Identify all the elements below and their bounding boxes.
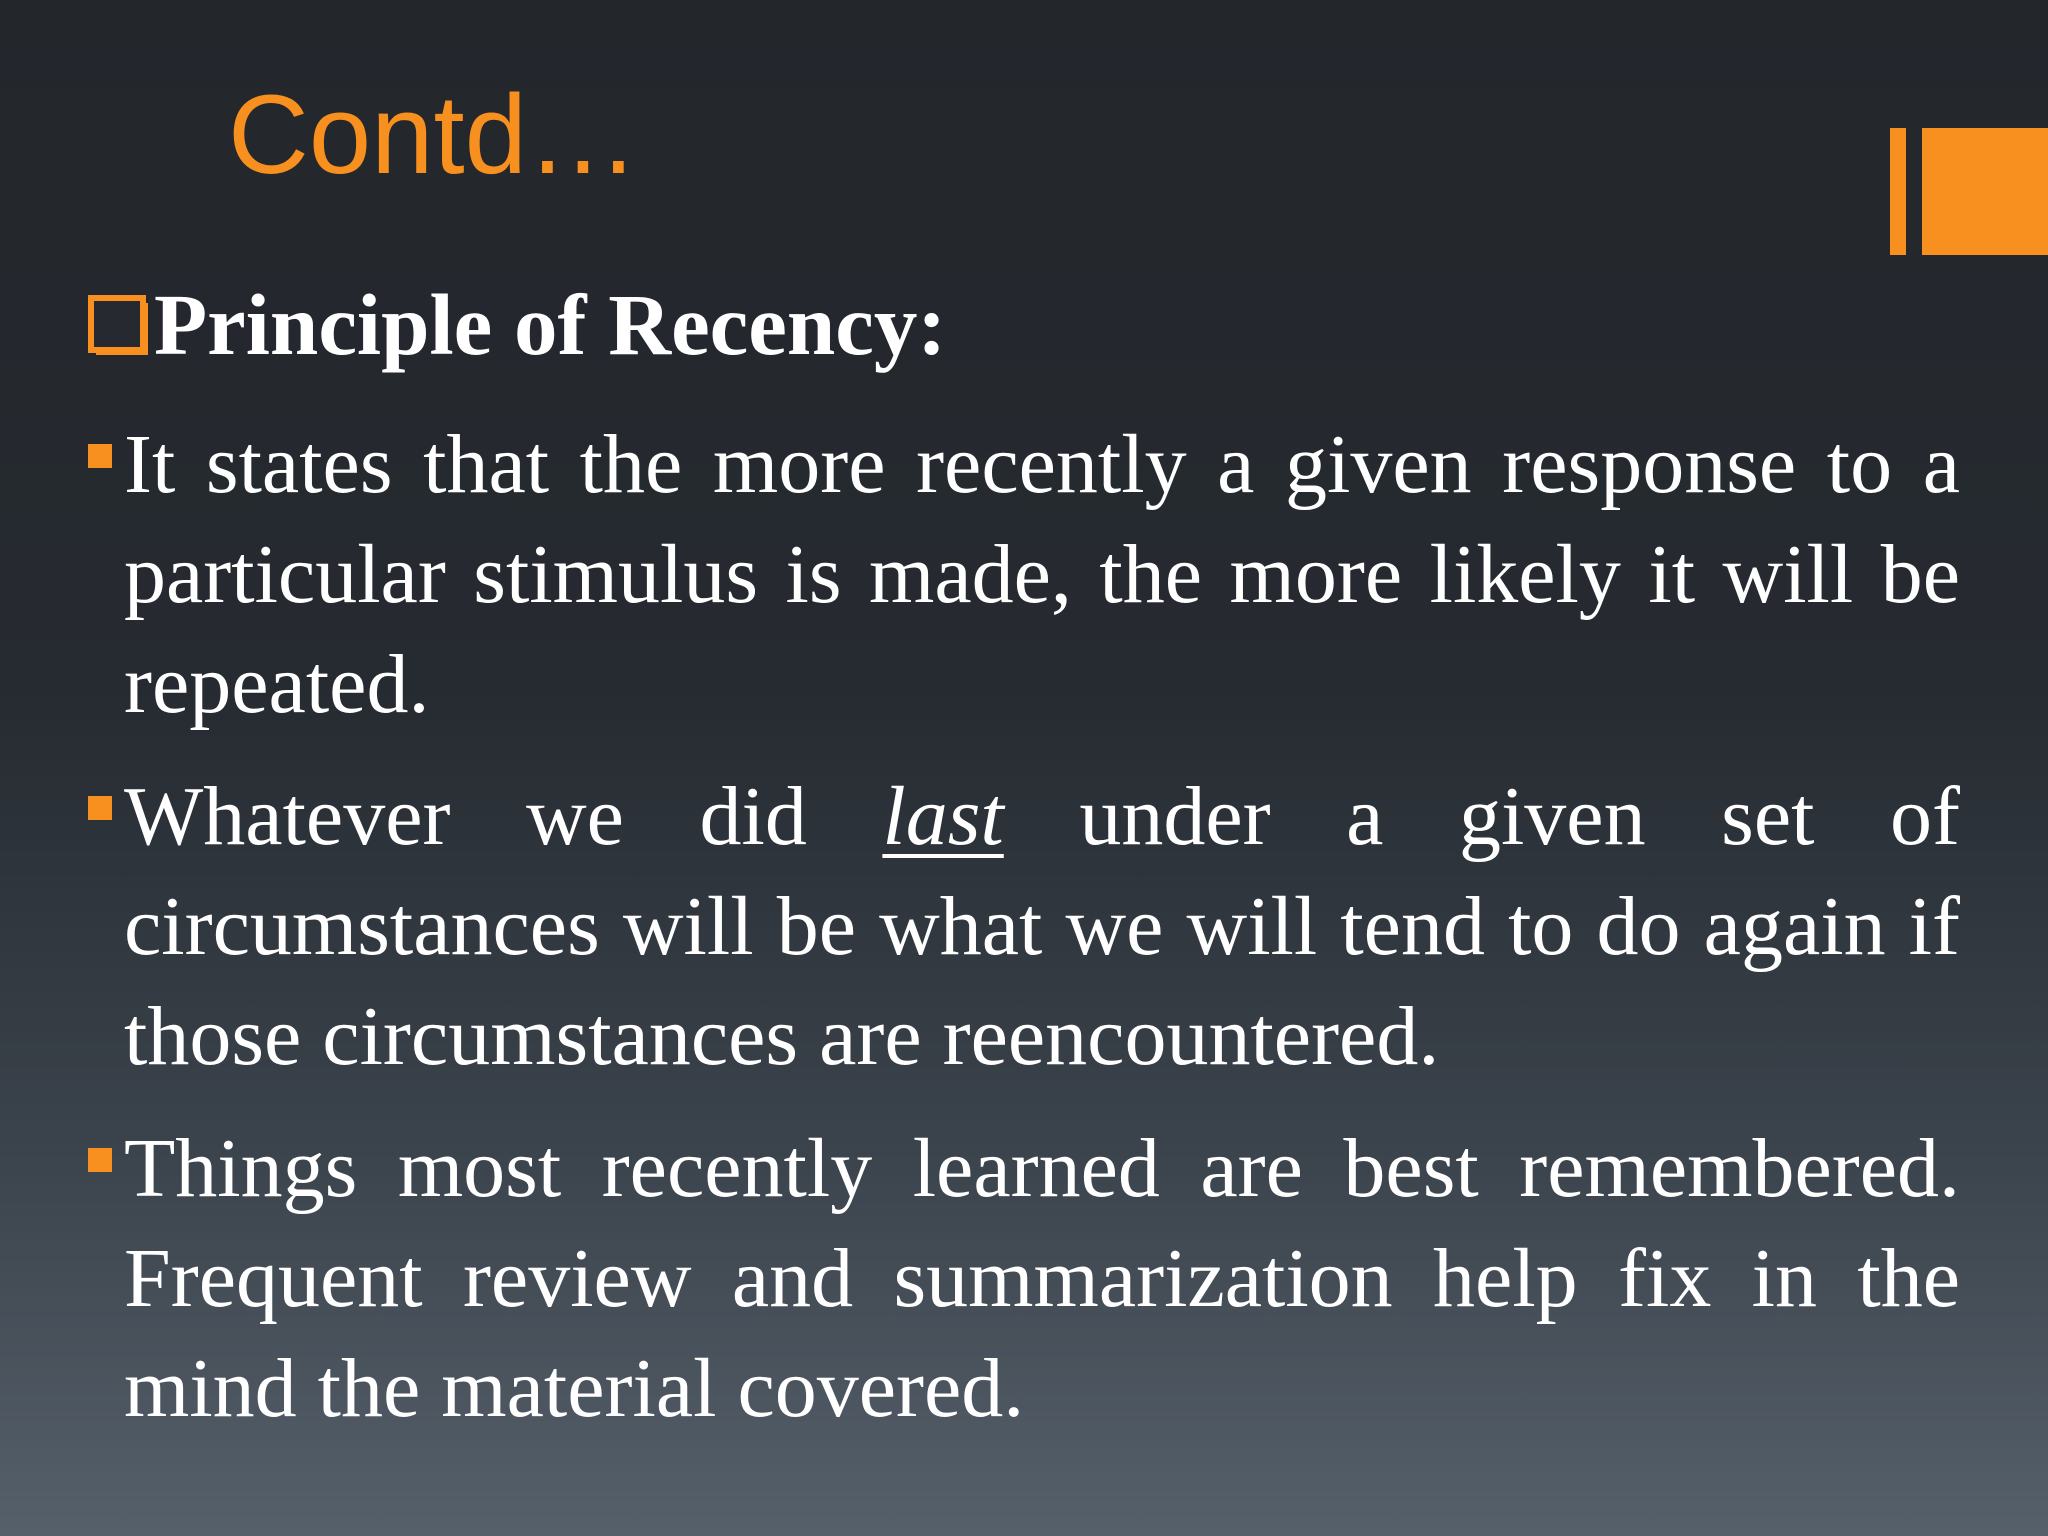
checkbox-icon: [88, 295, 148, 355]
bullet-text-after: under a given set of circumstances will be what we will tend to do again if those circumstances are reencountered.: [124, 770, 1960, 1083]
accent-bar-decoration: [1890, 128, 1906, 255]
slide-title: Contd…: [228, 72, 639, 197]
section-heading: [88, 276, 947, 373]
bullet-item: [88, 1114, 1960, 1444]
square-bullet-icon: [88, 1148, 112, 1172]
bullet-text-before: Whatever we did: [124, 770, 883, 863]
bullet-text: Things most recently learned are best remembered. Frequent review and summarization help fix in the mind the material covered.: [124, 1122, 1960, 1435]
square-bullet-icon: [88, 796, 112, 820]
emphasized-word: last: [882, 770, 1004, 863]
bullet-text: It states that the more recently a given response to a particular stimulus is made, the more likely it will be repeated.: [124, 418, 1960, 731]
bullet-item: [88, 762, 1960, 1092]
square-bullet-icon: [88, 444, 112, 468]
accent-block-decoration: [1922, 128, 2048, 255]
bullet-item: [88, 410, 1960, 740]
bullet-list: [88, 410, 1960, 1466]
section-heading-text: Principle of Recency:: [154, 276, 947, 373]
